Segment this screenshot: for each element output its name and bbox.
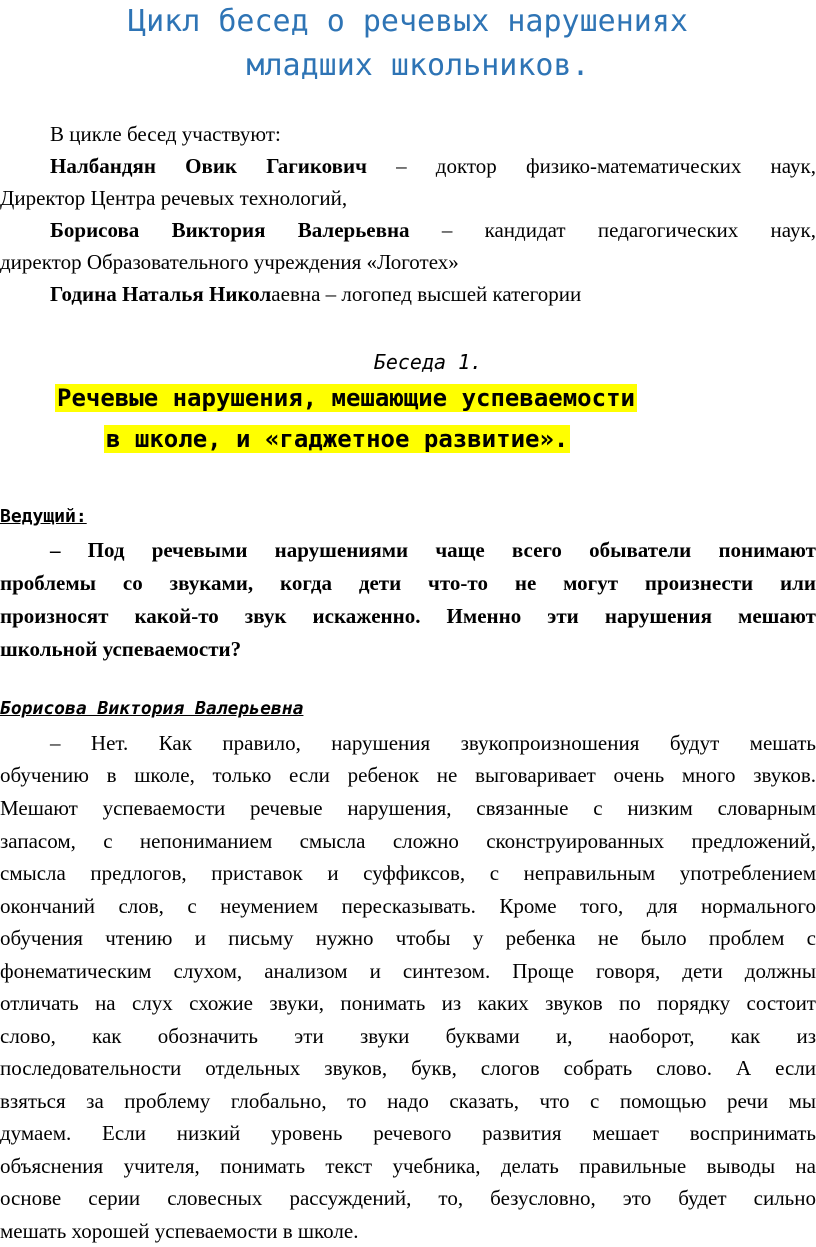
host-label: Ведущий: [0,506,87,527]
participants-label: В цикле бесед участвуют: [50,122,281,146]
participant-2-desc: – кандидат педагогических наук, [409,218,816,242]
answer-line: Мешают успеваемости речевые нарушения, связанные с низким словарным [0,796,816,820]
answer-line: обучению в школе, только если ребенок не выговаривает очень много звуков. [0,763,816,787]
answer-line: мешать хорошей успеваемости в школе. [0,1219,359,1243]
answer-line: – Нет. Как правило, нарушения звукопроизношения будут мешать [50,731,816,755]
topic-line1 [55,380,637,416]
participant-3-line [50,278,816,310]
topic-line2-text: в школе, и «гаджетное развитие». [106,425,569,453]
answer-line: основе серии словесных рассуждений, то, безусловно, это будет сильно [0,1186,816,1210]
conversation-label: Беседа 1. [373,350,483,374]
participant-1-desc: – доктор физико-математических наук, [366,154,816,178]
host-question-text: школьной успеваемости? [0,637,242,661]
answer-line: запасом, с непониманием смысла сложно сконструированных предложений, [0,829,816,853]
document-title-line1: Цикл бесед о речевых нарушениях [128,4,688,39]
answer-line: слово, как обозначить эти звуки буквами и, наоборот, как из [0,1024,816,1048]
topic-line1-text: Речевые нарушения, мешающие успеваемости [57,384,635,412]
topic-line2 [104,421,570,457]
participant-3-name: Година Наталья Никол [50,282,272,306]
participant-2-line [50,214,816,246]
host-question-line [50,534,816,566]
host-question-line [0,633,816,665]
answer-line: отличать на слух схожие звуки, понимать из каких звуков по порядку состоит [0,991,816,1015]
host-question-line [0,567,816,599]
participant-1-name: Налбандян Овик Гагикович [50,154,367,178]
answer-line: объяснения учителя, понимать текст учебника, делать правильные выводы на [0,1154,816,1178]
participant-1-desc-cont: Директор Центра речевых технологий, [0,186,348,210]
answer-line: окончаний слов, с неумением пересказывать. Кроме того, для нормального [0,894,816,918]
answer-line: фонематическим слухом, анализом и синтезом. Проще говоря, дети должны [0,959,816,983]
participant-2-name: Борисова Виктория Валерьевна [50,218,410,242]
answer-line: смысла предлогов, приставок и суффиксов, с неправильным употреблением [0,861,816,885]
answer-line: взяться за проблему глобально, то надо сказать, что с помощью речи мы [0,1089,816,1113]
document-title-line2: младших школьников. [246,48,590,83]
answer-line: обучения чтению и письму нужно чтобы у ребенка не было проблем с [0,926,816,950]
participant-2-desc-cont: директор Образовательного учреждения «Логотех» [0,250,459,274]
participant-3-desc: аевна – логопед высшей категории [271,282,582,306]
answer-speaker: Борисова Виктория Валерьевна [0,698,304,719]
host-question-text: – Под речевыми нарушениями чаще всего обыватели понимают [50,538,816,562]
host-question-text: проблемы со звуками, когда дети что-то не могут произнести или [0,571,816,595]
participant-1-line [50,150,816,182]
answer-line: последовательности отдельных звуков, букв, слогов собрать слово. А если [0,1056,816,1080]
host-question-line [0,600,816,632]
answer-line: думаем. Если низкий уровень речевого развития мешает воспринимать [0,1121,816,1145]
host-question-text: произносят какой-то звук искаженно. Именно эти нарушения мешают [0,604,816,628]
